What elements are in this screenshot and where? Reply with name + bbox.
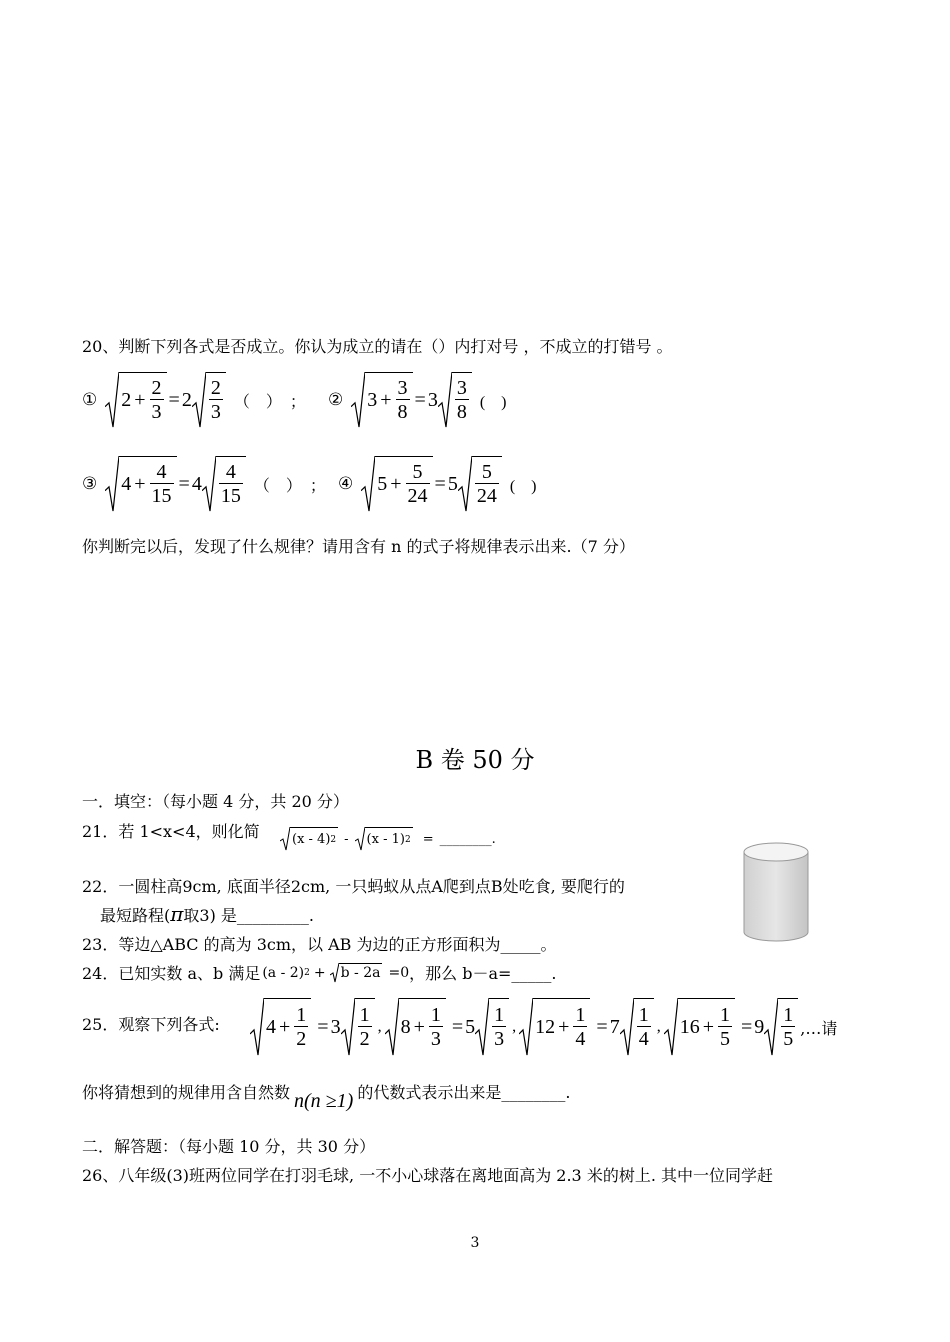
q20-item-2	[328, 372, 514, 428]
q20-item-3-right-radicand	[216, 456, 246, 512]
q21-sqrt-2	[355, 827, 413, 851]
q20-item-2-right-radicand	[452, 372, 472, 428]
q20-item-1-left-radicand	[119, 372, 166, 428]
q24-suffix: ，那么 b－a=_____.	[409, 964, 557, 983]
q25-item-3-a: 12	[535, 1016, 556, 1038]
q25-item-4-left-denominator: 5	[719, 1028, 730, 1050]
q25-item-4-right-radicand	[778, 998, 798, 1056]
q20-item-3-right-denominator: 15	[220, 485, 241, 507]
q20-item-2-mark: ②	[328, 390, 344, 409]
q20-item-1-left-numerator: 2	[151, 377, 162, 399]
q25-item-1-left-numerator: 1	[296, 1004, 307, 1026]
q20-item-3-separator: ；	[309, 477, 326, 495]
part2-heading: 二．解答题：（每小题 10 分，共 30 分）	[82, 1137, 376, 1156]
q21-sup2: 2	[404, 834, 411, 845]
q24-sqrt	[330, 963, 383, 983]
q25-item-1-right-denominator: 2	[359, 1028, 370, 1050]
q25-item-3	[519, 998, 664, 1056]
q22-line2	[100, 902, 314, 926]
q20-item-4-coef: 5	[447, 472, 458, 495]
q20-item-1-left-sqrt	[105, 372, 166, 428]
q20-item-3-mark: ③	[82, 474, 98, 493]
q25-item-2-left-denominator: 3	[430, 1028, 441, 1050]
q23: 23．等边△ABC 的高为 3cm，以 AB 为边的正方形面积为_____。	[82, 935, 557, 954]
q20-prompt: 20、判断下列各式是否成立。你认为成立的请在（）内打对号 ，不成立的打错号 。	[82, 337, 673, 356]
q25-item-2-a: 8	[400, 1016, 411, 1038]
q20-item-3-left-numerator: 4	[150, 461, 174, 484]
q25-item-2-right-numerator: 1	[494, 1004, 505, 1026]
q20-item-2-equals: =	[414, 388, 426, 411]
q25-item-4-coef: 9	[754, 1015, 765, 1038]
q20-item-3-left-radicand	[119, 456, 176, 512]
q25-item-2-right-denominator: 3	[494, 1028, 505, 1050]
q25-item-1-left-fraction	[294, 1004, 308, 1051]
q20-item-3-equals: =	[178, 472, 190, 495]
q20-item-3-plus: +	[134, 473, 146, 495]
cylinder-top	[744, 843, 808, 861]
q20-followup: 你判断完以后，发现了什么规律？请用含有 n 的式子将规律表示出来.（7 分）	[82, 537, 635, 556]
q25-item-3-right-fraction	[637, 1004, 651, 1051]
q20-item-1-right-numerator: 2	[210, 377, 221, 399]
q25-item-2-right-radicand	[489, 998, 509, 1056]
q25-item-3-equals: =	[596, 1015, 608, 1038]
q25-item-2-left-numerator: 1	[430, 1004, 441, 1026]
q22-line1: 22．一圆柱高9cm, 底面半径2cm, 一只蚂蚁从点A爬到点B处吃食, 要爬行的	[82, 877, 625, 896]
q20-item-1-right-denominator: 3	[210, 401, 221, 423]
q25-item-4	[664, 998, 799, 1056]
q20-item-2-coef: 3	[427, 388, 438, 411]
q20-item-4-equals: =	[434, 472, 446, 495]
q25-item-3-plus: +	[558, 1016, 570, 1038]
q20-item-2-right-fraction	[455, 377, 469, 424]
q20-item-2-left-denominator: 8	[397, 401, 408, 423]
q25-item-1-coef: 3	[330, 1015, 341, 1038]
q25-item-4-plus: +	[702, 1016, 714, 1038]
q24-plus: +	[313, 964, 326, 981]
q25-item-1-right-fraction	[358, 1004, 372, 1051]
q25-item-4-right-fraction	[781, 1004, 795, 1051]
q20-item-1-separator: ；	[289, 393, 306, 411]
q20-item-2-right-sqrt	[438, 372, 472, 428]
q22-line2b: 取3) 是_________.	[183, 906, 315, 925]
q20-item-3-left-denominator: 15	[151, 485, 172, 507]
q25-item-2-left-sqrt	[385, 998, 446, 1056]
q22-line2a: 最短路程(	[100, 906, 171, 925]
q20-item-1-left-denominator: 3	[151, 401, 162, 423]
q20-item-1-right-fraction	[209, 377, 223, 424]
q20-item-1-right-sqrt	[192, 372, 226, 428]
q20-item-4-plus: +	[390, 473, 402, 495]
q25-item-2-equals: =	[451, 1015, 464, 1038]
q20-item-1-equals: =	[168, 388, 180, 411]
q20-item-2-left-sqrt	[351, 372, 412, 428]
q25-prefix: 25．观察下列各式:	[82, 1015, 220, 1034]
q20-item-4	[338, 456, 544, 512]
q25-items	[250, 998, 837, 1056]
q25-item-3-left-numerator: 1	[575, 1004, 586, 1026]
q20-item-1-coef: 2	[181, 388, 192, 411]
cylinder-figure	[720, 836, 830, 948]
q20-item-4-left-denominator: 24	[407, 485, 428, 507]
q20-item-4-right-fraction	[475, 461, 499, 508]
q25-item-2-plus: +	[413, 1016, 425, 1038]
q25-item-2-left-fraction	[429, 1004, 443, 1051]
q25-item-3-right-radicand	[634, 998, 654, 1056]
q20-item-3-left-fraction	[150, 461, 174, 508]
q20-item-2-left-fraction	[396, 377, 410, 424]
q20-item-4-right-radicand	[472, 456, 502, 512]
q20-item-1-bracket: （ ）	[233, 393, 282, 411]
q25-item-1-left-radicand	[264, 998, 311, 1056]
q25-line2a: 你将猜想到的规律用含自然数	[82, 1083, 291, 1102]
q25-item-2-right-fraction	[492, 1004, 506, 1051]
q25-item-4-left-sqrt	[664, 998, 735, 1056]
q20-item-1	[82, 372, 306, 428]
q25-item-3-coef: 7	[609, 1015, 620, 1038]
q20-item-2-left-numerator: 3	[397, 377, 408, 399]
q20-item-2-plus: +	[380, 389, 392, 411]
q20-item-3-bracket: （ ）	[253, 477, 302, 495]
q25-item-3-right-numerator: 1	[638, 1004, 649, 1026]
q20-item-4-left-fraction	[406, 461, 430, 508]
q21-expr1: (x - 4)	[292, 832, 331, 847]
q25-item-4-right-sqrt	[764, 998, 798, 1056]
q26: 26、八年级(3)班两位同学在打羽毛球, 一不小心球落在离地面高为 2.3 米的树上. 其中一位同学赶	[82, 1166, 773, 1185]
q20-item-4-left-numerator: 5	[406, 461, 430, 484]
q25-tail: ,…请	[800, 1018, 838, 1038]
q25-item-1-a: 4	[266, 1016, 276, 1038]
q24-eq: =0	[388, 964, 410, 981]
q25-item-4-a: 16	[679, 1016, 700, 1038]
q20-item-1-a: 2	[121, 389, 132, 411]
q25-item-2-comma: ,	[512, 1018, 517, 1035]
q20-item-3-a: 4	[121, 473, 132, 495]
q25-item-1-plus: +	[279, 1016, 291, 1038]
q25-item-1	[250, 998, 385, 1056]
q25-item-3-comma: ,	[656, 1018, 661, 1035]
q20-item-3-right-sqrt	[202, 456, 246, 512]
q25-item-2	[385, 998, 520, 1056]
q25-item-3-left-sqrt	[519, 998, 590, 1056]
q24-prefix: 24．已知实数 a、b 满足	[82, 964, 261, 983]
q25-item-1-equals: =	[317, 1015, 329, 1038]
q25-item-1-right-sqrt	[341, 998, 375, 1056]
q21-prefix: 21．若 1<x<4，则化简	[82, 822, 260, 841]
q25-item-4-right-numerator: 1	[783, 1004, 794, 1026]
q24-e2: b - 2a	[339, 963, 383, 983]
q20-item-4-bracket: ( )	[509, 477, 537, 495]
q25-item-3-left-radicand	[533, 998, 590, 1056]
q25-item-4-left-numerator: 1	[719, 1004, 730, 1026]
q20-item-3-left-sqrt	[105, 456, 176, 512]
q20-item-4-right-sqrt	[458, 456, 502, 512]
q21-expr2: (x - 1)	[366, 832, 405, 847]
q20-item-4-a: 5	[377, 473, 388, 495]
part1-heading: 一．填空：（每小题 4 分，共 20 分）	[82, 792, 349, 811]
q21-eq: =	[422, 831, 434, 847]
q21-expression	[280, 827, 496, 851]
q20-item-3	[82, 456, 326, 512]
q20-item-1-right-radicand	[206, 372, 226, 428]
q20-item-4-left-sqrt	[361, 456, 432, 512]
q25-item-3-right-sqrt	[620, 998, 654, 1056]
q25-line2	[82, 1080, 571, 1112]
q22-pi: π	[170, 902, 184, 926]
q21-blank: ________.	[439, 831, 496, 847]
q25-item-4-right-denominator: 5	[783, 1028, 794, 1050]
q25-item-2-right-sqrt	[475, 998, 509, 1056]
q25-item-3-right-denominator: 4	[638, 1028, 649, 1050]
q20-item-4-mark: ④	[338, 474, 354, 493]
q25-line2b: 的代数式表示出来是________.	[357, 1083, 571, 1102]
q20-item-3-coef: 4	[191, 472, 202, 495]
q25-n-expression: n(n ≥1)	[294, 1090, 354, 1112]
q24-e1: (a - 2)	[262, 964, 305, 981]
page-number: 3	[470, 1235, 480, 1251]
q20-item-4-left-radicand	[375, 456, 432, 512]
q20-item-1-mark: ①	[82, 390, 98, 409]
q20-item-2-a: 3	[367, 389, 378, 411]
q24-sup: 2	[304, 967, 310, 978]
q20-item-4-right-numerator: 5	[475, 461, 499, 484]
q21-minus: -	[344, 831, 349, 847]
q24	[82, 961, 556, 984]
q25-item-2-coef: 5	[465, 1015, 476, 1038]
q25-item-4-left-radicand	[678, 998, 735, 1056]
q20-item-2-bracket: ( )	[479, 393, 507, 411]
q25-item-1-left-denominator: 2	[296, 1028, 307, 1050]
q25-item-4-equals: =	[740, 1015, 753, 1038]
q20-item-3-right-fraction	[219, 461, 243, 508]
q25-item-3-left-denominator: 4	[575, 1028, 586, 1050]
cylinder-body	[744, 852, 808, 941]
q25-item-3-left-fraction	[573, 1004, 587, 1051]
q25-item-1-right-radicand	[355, 998, 375, 1056]
q21-sqrt-1	[280, 827, 338, 851]
q25-item-2-left-radicand	[399, 998, 446, 1056]
q20-item-1-left-fraction	[150, 377, 164, 424]
q20-item-2-right-denominator: 8	[456, 401, 467, 423]
q20-item-2-left-radicand	[365, 372, 412, 428]
q25-item-4-left-fraction	[718, 1004, 732, 1051]
q20-item-4-right-denominator: 24	[476, 485, 497, 507]
q21-sup1: 2	[330, 834, 337, 845]
q24-expression	[262, 963, 409, 983]
q20-item-2-right-numerator: 3	[456, 377, 467, 399]
q25-item-1-left-sqrt	[250, 998, 311, 1056]
q20-item-1-plus: +	[134, 389, 146, 411]
q20-item-3-right-numerator: 4	[219, 461, 243, 484]
q25-item-1-right-numerator: 1	[359, 1004, 370, 1026]
section-b-title: B 卷 50 分	[415, 746, 535, 774]
q25-item-1-comma: ,	[377, 1018, 382, 1035]
